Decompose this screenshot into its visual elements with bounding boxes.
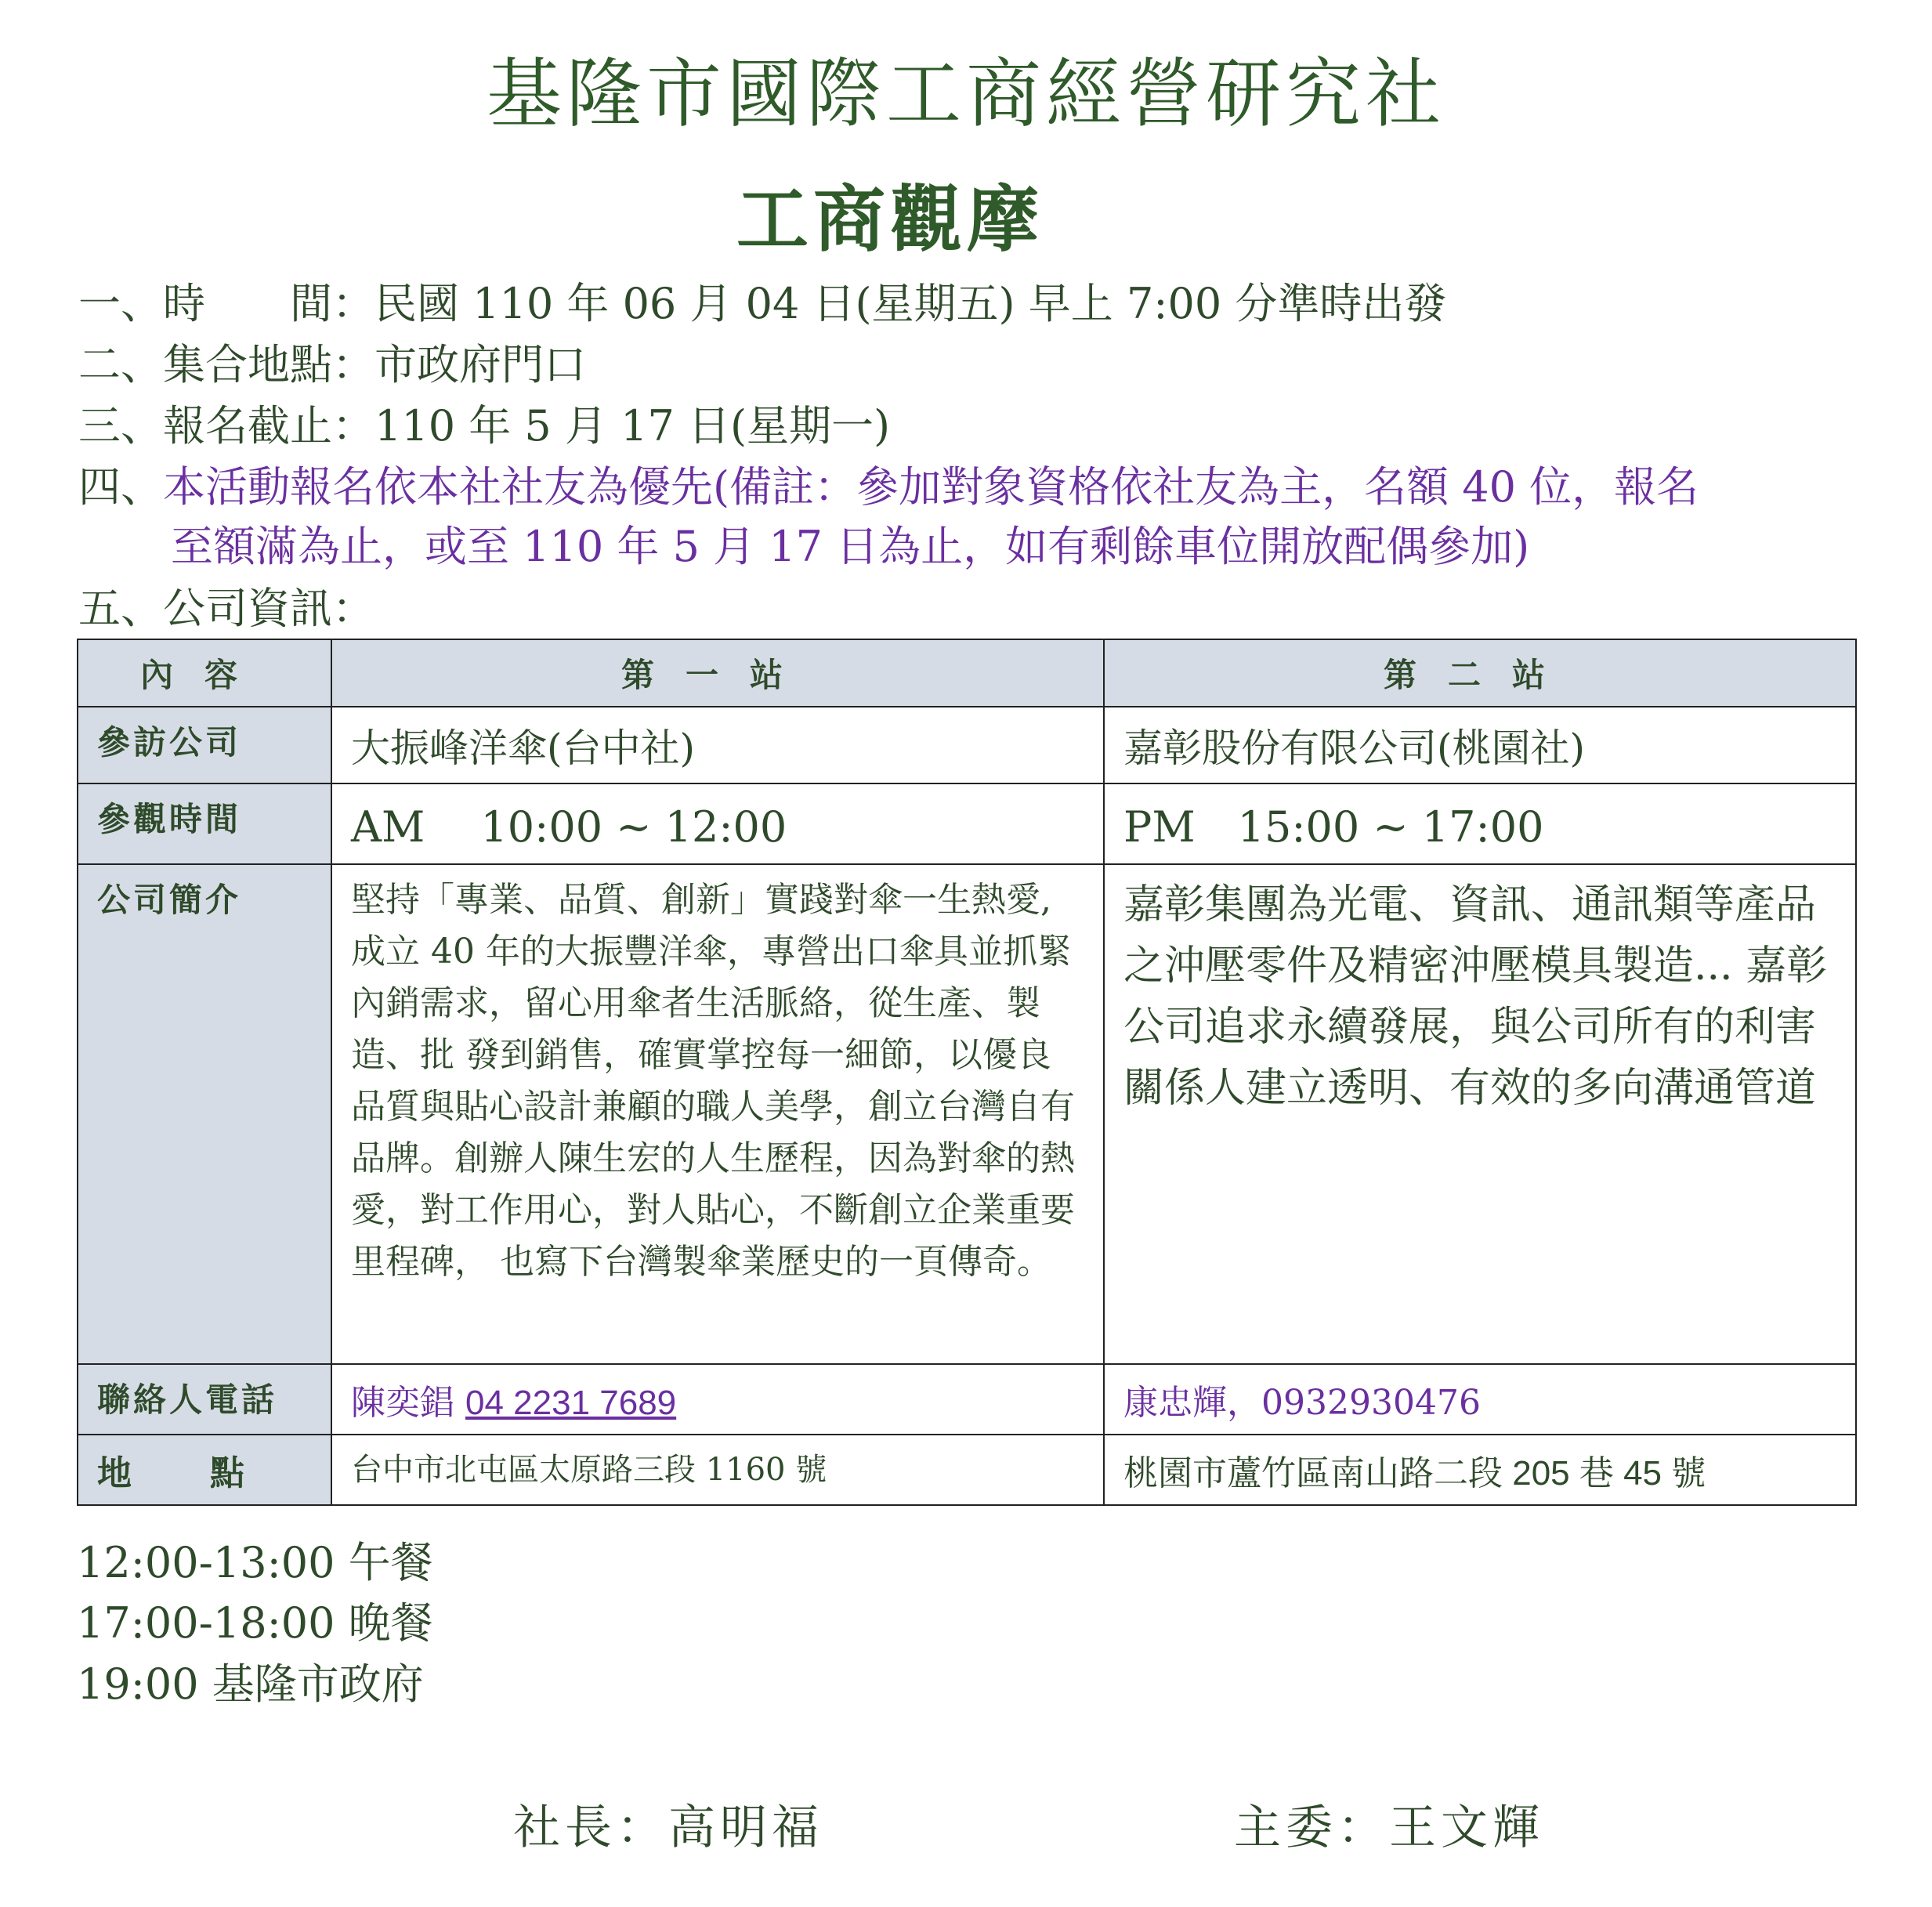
info-company-heading: 五、公司資訊： [78, 584, 374, 633]
info-time: 一、時 間：民國 110 年 06 月 04 日(星期五) 早上 7:00 分準時出發 [78, 279, 1447, 328]
info-registration-note [78, 462, 1699, 513]
info-registration-note-cont: 至額滿為止，或至 110 年 5 月 17 日為止，如有剩餘車位開放配偶參加) [171, 522, 1530, 571]
time-station-1: AM 10:00 ~ 12:00 [331, 783, 1104, 864]
intro-station-1: 堅持「專業、品質、創新」實踐對傘一生熱愛,成立 40 年的大振豐洋傘，專營出口傘具並抓緊內銷需求，留心用傘者生活脈絡，從生產、製造、批 發到銷售，確實掌控每一細節，以優良品質與貼心設計兼顧的職人美學，創立台灣自有品牌。創辦人陳生宏的人生歷程，因為對傘的熱愛，對工作用心，對人貼心，不斷創立企業重要里程碑， 也寫下台灣製傘業歷史的一頁傳奇。 [331, 864, 1104, 1364]
table-row [78, 1435, 1856, 1505]
contact-station-1 [331, 1364, 1104, 1435]
info-meeting-place: 二、集合地點：市政府門口 [78, 340, 586, 389]
intro-station-2: 嘉彰集團為光電、資訊、通訊類等產品之沖壓零件及精密沖壓模具製造... 嘉彰公司追求永續發展，與公司所有的利害關係人建立透明、有效的多向溝通管道 [1104, 864, 1856, 1364]
table-row [78, 864, 1856, 1364]
schedule-return: 19:00 基隆市政府 [77, 1659, 424, 1709]
row-label-contact: 聯絡人電話 [78, 1364, 331, 1435]
header-station-2: 第二站 [1104, 639, 1856, 707]
schedule-dinner: 17:00-18:00 晚餐 [77, 1598, 433, 1648]
company-station-2: 嘉彰股份有限公司(桃園社) [1104, 707, 1856, 783]
row-label-address: 地 點 [78, 1435, 331, 1505]
table-header-row [78, 639, 1856, 707]
company-info-table [77, 639, 1857, 1506]
contact-phone-link[interactable]: 04 2231 7689 [465, 1384, 677, 1422]
contact-station-2: 康忠輝，0932930476 [1104, 1364, 1856, 1435]
info-note-text: 本活動報名依本社社友為優先(備註：參加對象資格依社友為主，名額 40 位，報名 [163, 462, 1699, 512]
company-station-1: 大振峰洋傘(台中社) [331, 707, 1104, 783]
row-label-intro: 公司簡介 [78, 864, 331, 1364]
header-station-1: 第一站 [331, 639, 1104, 707]
table-row [78, 1364, 1856, 1435]
row-label-time: 參觀時間 [78, 783, 331, 864]
time-station-2: PM 15:00 ~ 17:00 [1104, 783, 1856, 864]
table-row [78, 707, 1856, 783]
contact-name-1: 陳奕錩 [351, 1383, 454, 1423]
address-station-1: 台中市北屯區太原路三段 1160 號 [331, 1435, 1104, 1505]
document-subtitle: 工商觀摩 [736, 177, 1044, 262]
info-registration-deadline: 三、報名截止：110 年 5 月 17 日(星期一) [78, 401, 891, 451]
header-content: 內容 [78, 639, 331, 707]
table-row [78, 783, 1856, 864]
info-note-number: 四、 [78, 462, 163, 512]
signature-president: 社長：高明福 [513, 1800, 823, 1855]
signature-chair: 主委：王文輝 [1234, 1800, 1544, 1855]
schedule-lunch: 12:00-13:00 午餐 [77, 1538, 433, 1587]
address-station-2: 桃園市蘆竹區南山路二段 205 巷 45 號 [1104, 1435, 1856, 1505]
row-label-company: 參訪公司 [78, 707, 331, 783]
document-title: 基隆市國際工商經營研究社 [487, 50, 1445, 138]
